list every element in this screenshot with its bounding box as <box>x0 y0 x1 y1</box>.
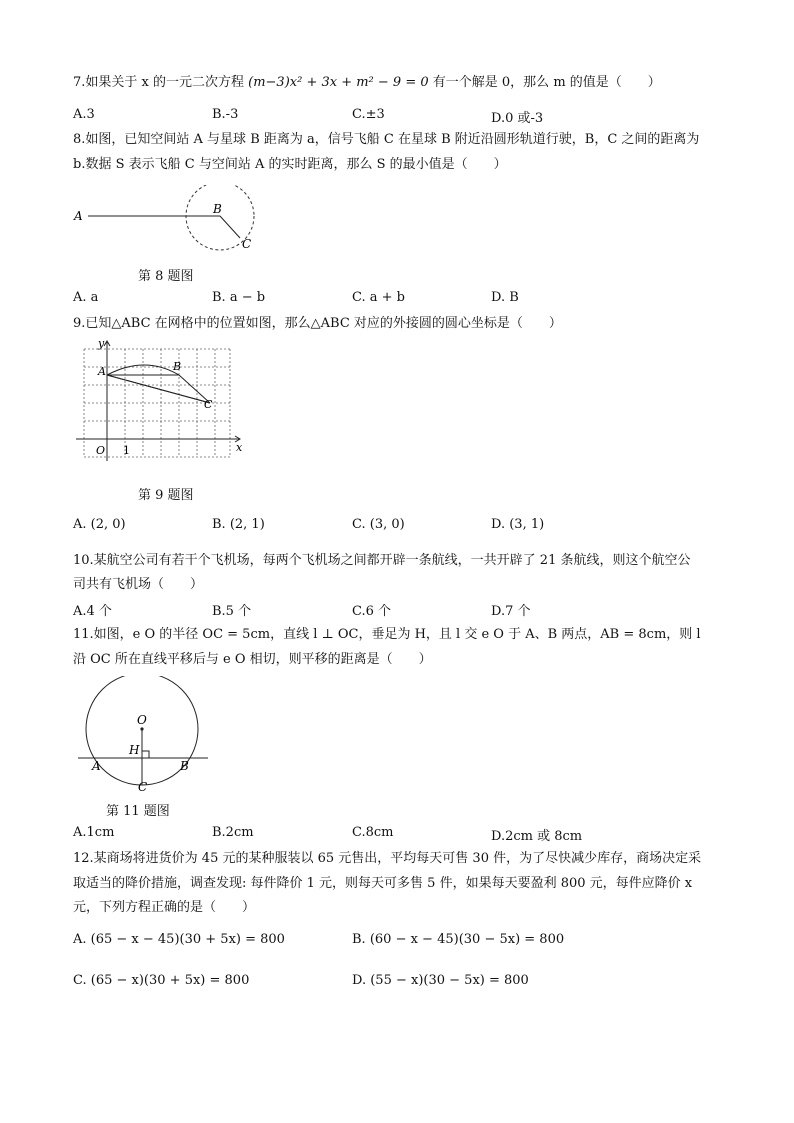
q7-stem-a: 7.如果关于 x 的一元二次方程 <box>73 75 244 90</box>
q11-figure <box>70 676 220 796</box>
q11-label-o: O <box>137 713 147 727</box>
q11-label-b: B <box>180 759 189 773</box>
q11-caption: 第 11 题图 <box>106 804 170 819</box>
q8-segment-bc <box>220 216 240 238</box>
q10-option-b: B.5 个 <box>212 604 252 619</box>
q10-option-c: C.6 个 <box>352 604 392 619</box>
q9-option-b: B. (2, 1) <box>212 517 265 532</box>
q12-stem-line3: 元，下列方程正确的是（ ） <box>73 900 256 915</box>
q10-stem-line1: 10.某航空公司有若干个飞机场，每两个飞机场之间都开辟一条航线，一共开辟了 21 条航线，则这个航空公 <box>73 553 691 568</box>
q9-label-x: x <box>236 441 243 454</box>
q8-figure <box>70 185 270 260</box>
q9-label-a: A <box>98 365 106 378</box>
q12-option-b: B. (60 − x − 45)(30 − 5x) = 800 <box>352 932 565 947</box>
q8-stem-line1: 8.如图，已知空间站 A 与星球 B 距离为 a，信号飞船 C 在星球 B 附近沿圆形轨道行驶，B，C 之间的距离为 <box>73 132 700 147</box>
q12-stem-line2: 取适当的降价措施，调查发现: 每件降价 1 元，则每天可多售 5 件，如果每天要盈利 800 元，每件应降价 x <box>73 876 693 891</box>
q8-option-a: A. a <box>73 290 99 305</box>
q11-option-d: D.2cm 或 8cm <box>491 829 583 844</box>
q11-stem-line2: 沿 OC 所在直线平移后与 e O 相切，则平移的距离是（ ） <box>73 652 432 667</box>
q9-option-c: C. (3, 0) <box>352 517 405 532</box>
q9-label-one: 1 <box>123 444 130 457</box>
q8-caption: 第 8 题图 <box>138 269 194 284</box>
q12-option-a: A. (65 − x − 45)(30 + 5x) = 800 <box>73 932 285 947</box>
q11-label-c: C <box>138 780 148 794</box>
q10-option-d: D.7 个 <box>491 604 531 619</box>
q9-label-origin: O <box>96 444 106 457</box>
q9-caption: 第 9 题图 <box>138 488 194 503</box>
q11-label-h: H <box>129 743 140 757</box>
q8-option-d: D. B <box>491 290 519 305</box>
q10-stem-line2: 司共有飞机场（ ） <box>73 577 204 592</box>
q11-option-b: B.2cm <box>212 825 254 840</box>
q7-stem-b: 有一个解是 0，那么 m 的值是（ ） <box>432 75 661 90</box>
q7-equation: (m−3)x² + 3x + m² − 9 = 0 <box>248 75 429 90</box>
q9-option-d: D. (3, 1) <box>491 517 545 532</box>
q11-label-a: A <box>92 759 101 773</box>
q8-option-b: B. a − b <box>212 290 266 305</box>
q7-option-d: D.0 或-3 <box>491 111 544 126</box>
q8-label-c: C <box>242 237 252 251</box>
q7-option-a: A.3 <box>73 107 95 122</box>
q9-label-c: C <box>204 398 213 411</box>
q12-option-c: C. (65 − x)(30 + 5x) = 800 <box>73 973 250 988</box>
q11-stem-line1: 11.如图，e O 的半径 OC = 5cm，直线 l ⊥ OC，垂足为 H，且 l 交 e O 于 A、B 两点，AB = 8cm，则 l <box>73 627 701 642</box>
q9-label-b: B <box>173 360 182 373</box>
q9-figure <box>70 337 255 467</box>
q9-stem: 9.已知△ABC 在网格中的位置如图，那么△ABC 对应的外接圆的圆心坐标是（ ） <box>73 316 562 331</box>
q11-option-c: C.8cm <box>352 825 394 840</box>
q8-label-b: B <box>213 202 222 216</box>
q8-option-c: C. a + b <box>352 290 405 305</box>
q8-label-a: A <box>74 209 83 223</box>
q10-option-a: A.4 个 <box>73 604 112 619</box>
q12-option-d: D. (55 − x)(30 − 5x) = 800 <box>352 973 529 988</box>
q9-label-y: y <box>98 337 105 350</box>
q9-option-a: A. (2, 0) <box>73 517 126 532</box>
q7-stem <box>73 72 661 94</box>
q7-option-b: B.-3 <box>212 107 239 122</box>
q11-option-a: A.1cm <box>73 825 115 840</box>
q11-center-dot <box>140 727 143 730</box>
q12-stem-line1: 12.某商场将进货价为 45 元的某种服装以 65 元售出，平均每天可售 30 件，为了尽快减少库存，商场决定采 <box>73 851 702 866</box>
q8-stem-line2: b.数据 S 表示飞船 C 与空间站 A 的实时距离，那么 S 的最小值是（ ） <box>73 157 507 172</box>
q11-right-angle-mark <box>142 751 149 758</box>
q7-option-c: C.±3 <box>352 107 385 122</box>
